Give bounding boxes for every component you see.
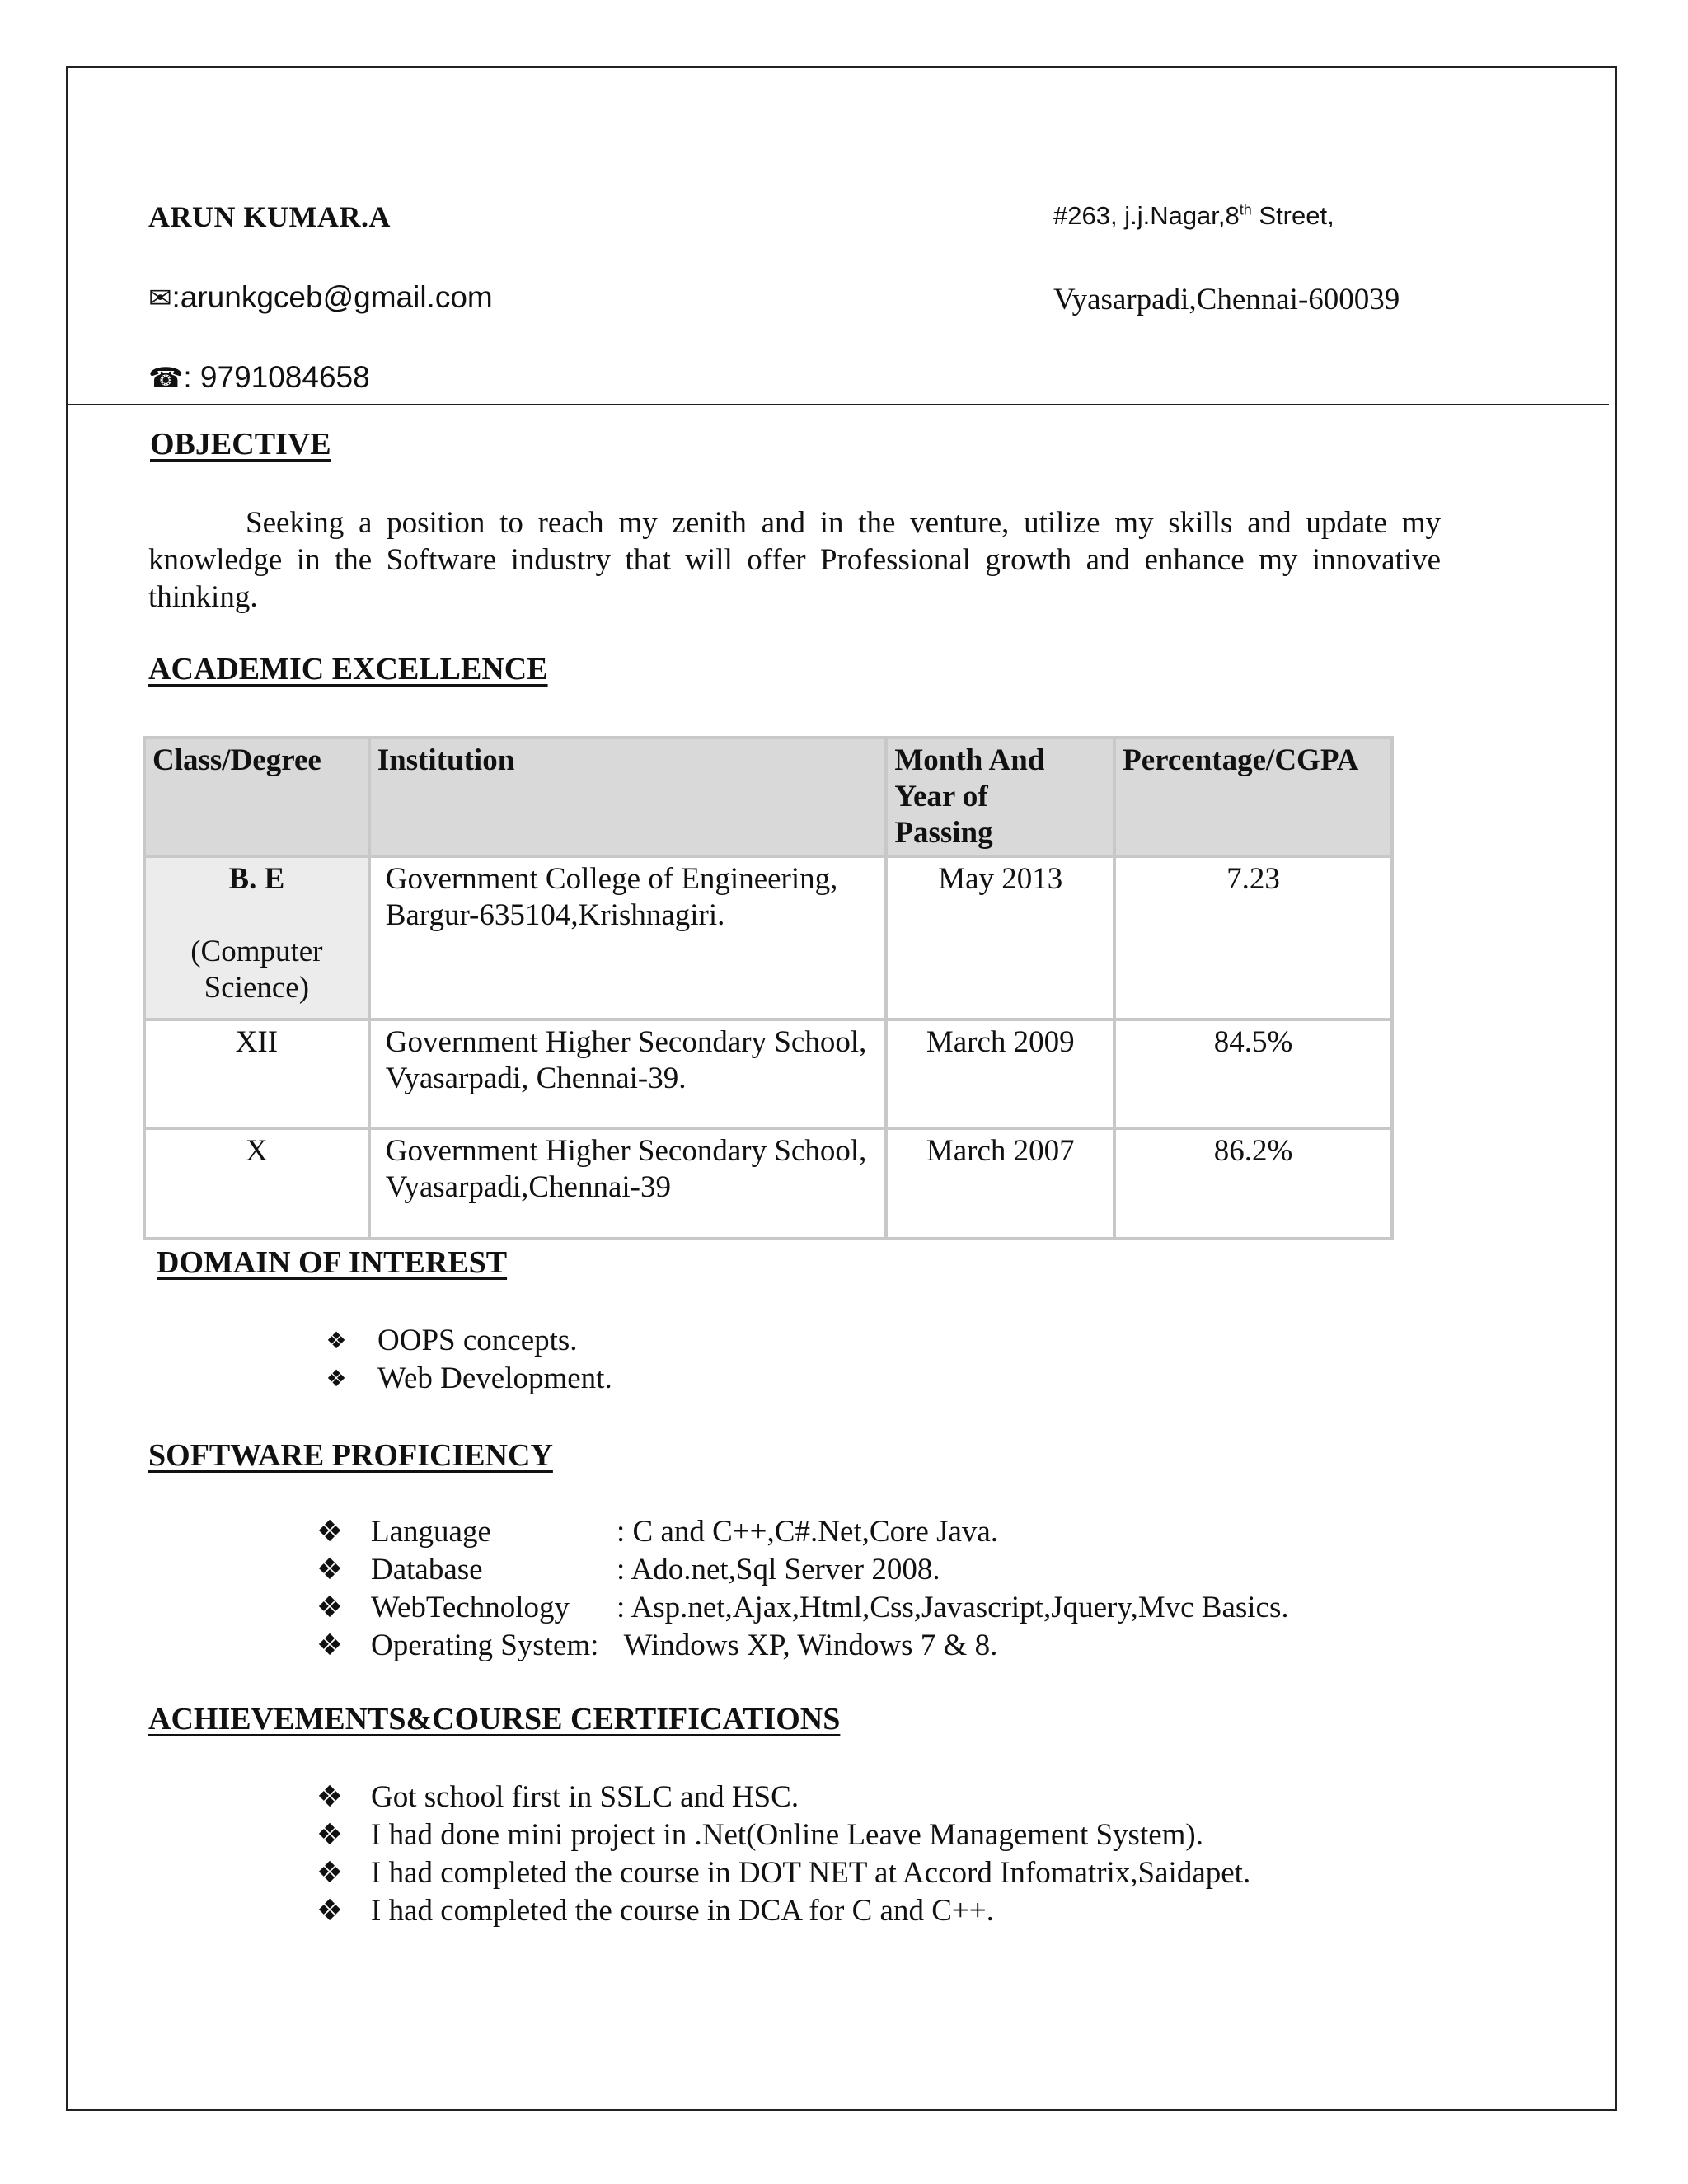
- skill-label: WebTechnology: [371, 1591, 570, 1624]
- table-row: [144, 856, 1392, 1019]
- candidate-name: ARUN KUMAR.A: [148, 200, 391, 233]
- passing-cell: March 2009: [886, 1019, 1114, 1128]
- diamond-bullet-icon: ❖: [316, 1818, 344, 1852]
- phone-number: : 9791084658: [183, 360, 370, 394]
- software-heading: SOFTWARE PROFICIENCY: [148, 1438, 553, 1473]
- address-line-1-part-a: #263, j.j.Nagar,8: [1053, 201, 1240, 230]
- academic-table-header: [144, 738, 1392, 856]
- objective-paragraph: Seeking a position to reach my zenith and in the venture, utilize my skills and update my knowledge in the Software industry that will offer Professional growth and enhance my innovative thinking.: [148, 506, 1441, 614]
- list-item: [313, 1779, 1250, 1816]
- list-item-text: Web Development.: [377, 1361, 612, 1395]
- list-item: [313, 1513, 1289, 1551]
- domain-heading: DOMAIN OF INTEREST: [157, 1245, 508, 1280]
- list-item: [313, 1854, 1250, 1892]
- list-item-text: OOPS concepts.: [377, 1324, 578, 1357]
- degree-cell: XII: [144, 1019, 369, 1128]
- skill-value: Windows XP, Windows 7 & 8.: [617, 1629, 998, 1662]
- list-item-text: I had completed the course in DCA for C and C++.: [371, 1894, 994, 1928]
- diamond-bullet-icon: ❖: [326, 1327, 347, 1354]
- skill-label: Language: [371, 1515, 491, 1549]
- list-item: [313, 1589, 1289, 1627]
- degree-name: B. E: [228, 862, 285, 896]
- list-item: [313, 1551, 1289, 1589]
- passing-cell: May 2013: [886, 856, 1114, 1019]
- objective-heading: OBJECTIVE: [150, 427, 331, 462]
- academic-table: [143, 736, 1394, 1240]
- institution-cell: Government Higher Secondary School, Vyasarpadi, Chennai-39.: [369, 1019, 887, 1128]
- table-row: [144, 1019, 1392, 1128]
- diamond-bullet-icon: ❖: [316, 1856, 344, 1890]
- header-institution: Institution: [369, 738, 887, 856]
- table-row: [144, 1128, 1392, 1239]
- email-line: [148, 280, 493, 315]
- skill-value: : Asp.net,Ajax,Html,Css,Javascript,Jquery,Mvc Basics.: [617, 1591, 1289, 1624]
- score-cell: 86.2%: [1114, 1128, 1392, 1239]
- skill-label: Operating System:: [371, 1629, 599, 1662]
- telephone-icon: ☎: [148, 362, 184, 395]
- list-item-text: Got school first in SSLC and HSC.: [371, 1780, 799, 1814]
- address-line-2: Vyasarpadi,Chennai-600039: [1053, 283, 1400, 316]
- skill-label: Database: [371, 1553, 483, 1586]
- achievements-list: [313, 1779, 1250, 1930]
- list-item: [313, 1627, 1289, 1665]
- institution-cell: Government College of Engineering, Bargur-635104,Krishnagiri.: [369, 856, 887, 1019]
- list-item: [320, 1360, 612, 1398]
- degree-specialization: (Computer Science): [190, 935, 323, 1005]
- diamond-bullet-icon: ❖: [316, 1894, 344, 1928]
- list-item: [313, 1892, 1250, 1930]
- envelope-icon: ✉: [148, 282, 172, 315]
- header-passing-label: Month And Year of Passing: [894, 743, 1045, 850]
- degree-cell: [144, 856, 369, 1019]
- institution-cell: Government Higher Secondary School, Vyasarpadi,Chennai-39: [369, 1128, 887, 1239]
- passing-cell: March 2007: [886, 1128, 1114, 1239]
- address-line-1: [1053, 201, 1334, 231]
- header-percentage: Percentage/CGPA: [1114, 738, 1392, 856]
- phone-line: [148, 360, 370, 395]
- list-item-text: I had done mini project in .Net(Online Leave Management System).: [371, 1818, 1204, 1852]
- email-address: :arunkgceb@gmail.com: [171, 280, 493, 314]
- diamond-bullet-icon: ❖: [326, 1365, 347, 1392]
- degree-cell: X: [144, 1128, 369, 1239]
- diamond-bullet-icon: ❖: [316, 1515, 344, 1549]
- skill-value: : C and C++,C#.Net,Core Java.: [617, 1515, 999, 1549]
- address-line-1-superscript: th: [1239, 201, 1252, 218]
- header-divider: [66, 404, 1609, 405]
- academic-heading: ACADEMIC EXCELLENCE: [148, 652, 548, 687]
- objective-text: [148, 504, 1441, 616]
- domain-list: [320, 1322, 612, 1398]
- diamond-bullet-icon: ❖: [316, 1591, 344, 1624]
- list-item: [320, 1322, 612, 1360]
- diamond-bullet-icon: ❖: [316, 1553, 344, 1586]
- diamond-bullet-icon: ❖: [316, 1629, 344, 1662]
- achievements-heading: ACHIEVEMENTS&COURSE CERTIFICATIONS: [148, 1702, 841, 1736]
- list-item: [313, 1816, 1250, 1854]
- score-cell: 7.23: [1114, 856, 1392, 1019]
- address-line-1-part-b: Street,: [1251, 201, 1334, 230]
- skill-value: : Ado.net,Sql Server 2008.: [617, 1553, 940, 1586]
- list-item-text: I had completed the course in DOT NET at Accord Infomatrix,Saidapet.: [371, 1856, 1251, 1890]
- header-class-degree: Class/Degree: [144, 738, 369, 856]
- header-passing: [886, 738, 1114, 856]
- software-list: [313, 1513, 1289, 1665]
- diamond-bullet-icon: ❖: [316, 1780, 344, 1814]
- score-cell: 84.5%: [1114, 1019, 1392, 1128]
